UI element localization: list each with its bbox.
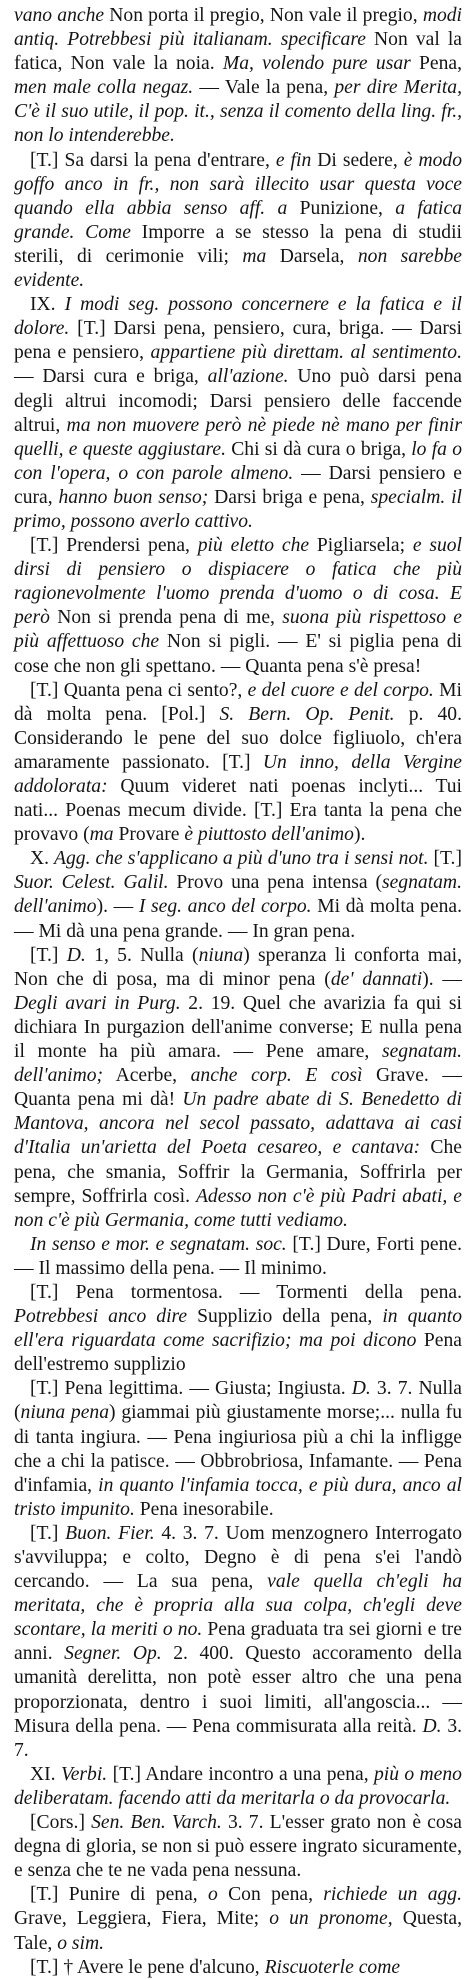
italic-run: D. (66, 944, 86, 966)
entry-paragraph (14, 1377, 462, 1522)
text-run: Darsela, (266, 245, 358, 267)
italic-run: non sarebbe evidente. (14, 245, 462, 292)
text-run: [T.] Sa darsi la pena d'entrare, (30, 149, 276, 171)
text-run: 3. 7. (14, 1715, 463, 1761)
text-run: Supplizio della pena, (187, 1306, 383, 1328)
italic-run: Suor. Celest. Galil. (14, 872, 169, 894)
italic-run: Adesso non c'è più Padri abati, e non c'è più Germania, come tutti vediamo. (14, 1185, 462, 1231)
text-run: — Darsi pensiero e cura, (14, 462, 462, 508)
text-run: [T.] Prendersi pena, (30, 535, 198, 557)
entry-paragraph (14, 944, 462, 1233)
text-run: — Vale la pena, (193, 77, 335, 99)
entry-paragraph (14, 1522, 462, 1763)
text-run: ). — (96, 896, 139, 918)
text-run: [T.] Pena legittima. — Giusta; Ingiusta. (30, 1378, 352, 1400)
text-run: Uno può darsi pena degli altrui incomodi; Darsi pensiero delle faccende altrui, (14, 366, 462, 436)
italic-run: modi antiq. Potrebbesi più italianam. specificare (14, 5, 462, 51)
italic-run: Segner. Op. (64, 1643, 162, 1665)
italic-run: è modo goffo anco in fr., non sarà illecito usar questa voce quando ella abbia senso aff. a (14, 149, 462, 219)
entry-paragraph (14, 534, 462, 679)
italic-run: ma non muovere però nè piede nè mano per finir quelli, e queste aggiustare. (14, 414, 462, 460)
italic-run: niuna pena (20, 1402, 110, 1424)
text-run: Non porta il pregio, Non vale il pregio, (104, 5, 423, 26)
italic-run: ma (89, 824, 114, 846)
text-run: IX. (30, 294, 65, 316)
italic-run: e suol dirsi di pensiero o dispiacere o fatica che più ragionevolmente l'uomo prenda d'uomo o di cosa. E però (14, 535, 462, 629)
text-run: 3. 7. L'esser grato non è cosa degna di gloria, se non si può essere ingrato sicuramente, e senza che te ne vada pena nessuna. (14, 1812, 462, 1882)
text-run: [T.] Punire di pena, (30, 1884, 208, 1906)
italic-run: I seg. anco del corpo. (138, 896, 312, 918)
italic-run: In senso e mor. e segnatam. soc. (30, 1233, 287, 1255)
italic-run: per dire Merita, C'è il suo utile, il pop. it., senza il comento della ling. fr., non lo intenderebbe. (14, 77, 462, 147)
text-run: Che pena, che smania, Soffrir la Germania, Soffrirla per sempre, Soffrirla così. (14, 1137, 462, 1207)
italic-run: S. Bern. Op. Penit. (219, 703, 395, 725)
italic-run: Sen. Ben. Varch. (91, 1812, 222, 1834)
text-run: Imporre a se stesso la pena di studii sterili, di cerimonie vili; (14, 221, 462, 267)
italic-run: a fatica grande. Come (14, 197, 462, 243)
italic-run: Degli avari in Purg. (14, 992, 181, 1014)
italic-run: vano anche (14, 5, 105, 26)
text-run: [T.] † Avere le pene d'alcuno, (30, 1956, 265, 1978)
italic-run: D. (422, 1715, 442, 1737)
italic-run: D. (351, 1378, 371, 1400)
text-run: 2. 400. Questo accoramento della umanità derelitta, non potè esser altro che una pena proporzionata, dentro i suoi limiti, all'angoscia... — Misura della pena. — Pena commisurata alla reità. (14, 1643, 462, 1737)
text-run: 2. 19. Quel che avarizia fa qui si dichiara In purgazion dell'anime converse; E nulla pena il monte ha più amara. — Pene amare, (14, 992, 462, 1063)
italic-run: specialm. il primo, possono averlo cattivo. (14, 486, 462, 532)
italic-run: e del cuore e del corpo. (247, 679, 434, 701)
text-run: XI. (30, 1763, 61, 1785)
text-run: Pena inesorabile. (134, 1498, 274, 1520)
text-run: Non si prenda pena di me, (49, 607, 283, 629)
entry-paragraph (14, 1956, 462, 1980)
text-run: ) giammai più giustamente morse;... nulla fu di tanta ingiura. — Pena ingiuriosa più a chi la infligge che a chi la patisce. — Obbrobriosa, Infamante. — Pena d'infamia, (14, 1402, 462, 1496)
text-run: Di sedere, (311, 149, 404, 171)
italic-run: più eletto che (197, 535, 310, 557)
entry-paragraph (14, 4, 462, 149)
italic-run: hanno buon senso; (58, 486, 209, 508)
text-run: [T.] Quanta pena ci sento?, (30, 679, 248, 701)
italic-run: o sim. (57, 1932, 105, 1954)
italic-run: vale quella ch'egli ha meritata, che è propria alla sua colpa, ch'egli deve scontare, la meriti o no. (14, 1571, 462, 1641)
text-run: [Cors.] (30, 1812, 92, 1834)
text-run: Chi si dà cura o briga, (226, 438, 412, 460)
italic-run: Un padre abate di S. Benedetto di Mantova, ancora nel secol passato, adattava ai casi d'Italia un'arietta del Poeta cesareo, e cantava: (14, 1089, 462, 1159)
italic-run: in quanto l'infamia tocca, e più dura, anco al tristo impunito. (14, 1474, 463, 1520)
text-run: Grave. — Quanta pena mi dà! (14, 1065, 462, 1111)
text-run: 1, 5. Nulla ( (85, 944, 199, 966)
italic-run: de' dannati (330, 968, 423, 990)
italic-run: Un inno, della Vergine addolorata: (14, 751, 462, 797)
italic-run: appartiene più direttam. al sentimento. (150, 342, 462, 364)
italic-run: ma (242, 245, 267, 267)
text-run: [T.] Pena tormentosa. — Tormenti della pena. (30, 1281, 462, 1303)
italic-run: o un pronome, (269, 1908, 393, 1930)
text-run: [T.] Darsi pena, pensiero, cura, briga. — Darsi pena e pensiero, (14, 318, 462, 364)
text-run: ) speranza li conforta mai, Non che di posa, ma di minor pena ( (14, 944, 462, 990)
text-run: ). (353, 824, 366, 846)
italic-run: anche corp. E così (190, 1065, 363, 1087)
text-run: Pena dell'estremo supplizio (14, 1330, 462, 1376)
text-run: [T.] Andare incontro a una pena, (107, 1763, 374, 1785)
text-run: 3. 7. Nulla ( (14, 1378, 462, 1424)
entry-paragraph (14, 149, 462, 294)
text-run: Pigliarsela; (309, 535, 413, 557)
entry-paragraph (14, 1883, 462, 1955)
italic-run: men male colla negaz. (14, 77, 194, 99)
text-run: 4. 3. 7. Uom menzognero Interrogato s'avviluppa; e colto, Degno è di pena s'ei l'andò cercando. — La sua pena, (14, 1522, 462, 1593)
text-run: Con pena, (217, 1884, 324, 1906)
text-run: Acerbe, (103, 1065, 191, 1087)
italic-run: suona più rispettoso e più affettuoso che (14, 607, 462, 653)
italic-run: segnatam. dell'animo (14, 872, 462, 918)
text-run: Questa, Tale, (14, 1908, 462, 1954)
italic-run: richiede un agg. (323, 1884, 462, 1906)
text-run: p. 40. Considerando le pene del suo dolce figliuolo, ch'era amaramente passionato. [T.] (14, 703, 462, 773)
text-run: Pena graduata tra sei giorni e tre anni. (14, 1619, 463, 1665)
entry-paragraph (14, 1233, 462, 1281)
text-run: — Darsi cura e briga, (14, 366, 208, 388)
italic-run: Potrebbesi anco dire (14, 1306, 188, 1328)
italic-run: più o meno deliberatam. facendo atti da meritarla o da provocarla. (14, 1763, 462, 1809)
text-run: [T.] Dure, Forti pene. — Il massimo della pena. — Il minimo. (14, 1233, 462, 1279)
italic-run: Agg. che s'applicano a più d'uno tra i sensi not. (54, 848, 429, 870)
italic-run: o (208, 1884, 218, 1906)
text-run: [T.] (30, 944, 67, 966)
text-run: Darsi briga e pena, (208, 486, 371, 508)
text-run: X. (30, 848, 55, 870)
text-run: Quum videret nati poenas inclyti... Tui nati... Poenas mecum divide. [T.] Era tanta la pena che provavo ( (14, 776, 462, 846)
text-run: Provare (113, 824, 185, 846)
italic-run: all'azione. (207, 366, 289, 388)
text-run: [T.] (30, 1522, 66, 1544)
italic-run: in quanto ell'era riguardata come sacrifizio; ma poi dicono (14, 1306, 463, 1352)
italic-run: I modi seg. possono concernere e la fatica e il dolore. (14, 294, 462, 340)
italic-run: lo fa o con l'opera, o con parole almeno. (14, 438, 462, 484)
italic-run: e fin (275, 149, 312, 171)
text-run: Punizione, (287, 197, 396, 219)
italic-run: Verbi. (60, 1763, 108, 1785)
text-run: ). — (422, 968, 462, 990)
italic-run: segnatam. dell'animo; (14, 1041, 462, 1087)
text-run: Mi dà molta pena. — Mi dà una pena grande. — In gran pena. (14, 896, 462, 942)
entry-paragraph (14, 1281, 462, 1377)
text-run: Non si pigli. — E' si piglia pena di cose che non gli spettano. — Quanta pena s'è presa! (14, 631, 463, 677)
italic-run: Riscuoterle come (264, 1956, 401, 1978)
entry-paragraph (14, 679, 462, 848)
italic-run: Ma, volendo pure usar (222, 53, 411, 75)
text-run: Pena, (410, 53, 462, 75)
italic-run: niuna (198, 944, 244, 966)
entry-paragraph (14, 293, 462, 534)
text-run: Provo una pena intensa ( (168, 872, 382, 894)
text-run: [T.] (428, 848, 462, 870)
entry-paragraph (14, 847, 462, 943)
entry-paragraph (14, 1763, 462, 1811)
italic-run: Buon. Fier. (65, 1522, 155, 1544)
text-run: Grave, Leggiera, Fiera, Mite; (14, 1908, 270, 1930)
text-run: Mi dà molta pena. [Pol.] (14, 679, 462, 725)
text-run: Non val la fatica, Non vale la noia. (14, 29, 462, 75)
italic-run: è piuttosto dell'animo (184, 824, 354, 846)
entry-paragraph (14, 1811, 462, 1883)
